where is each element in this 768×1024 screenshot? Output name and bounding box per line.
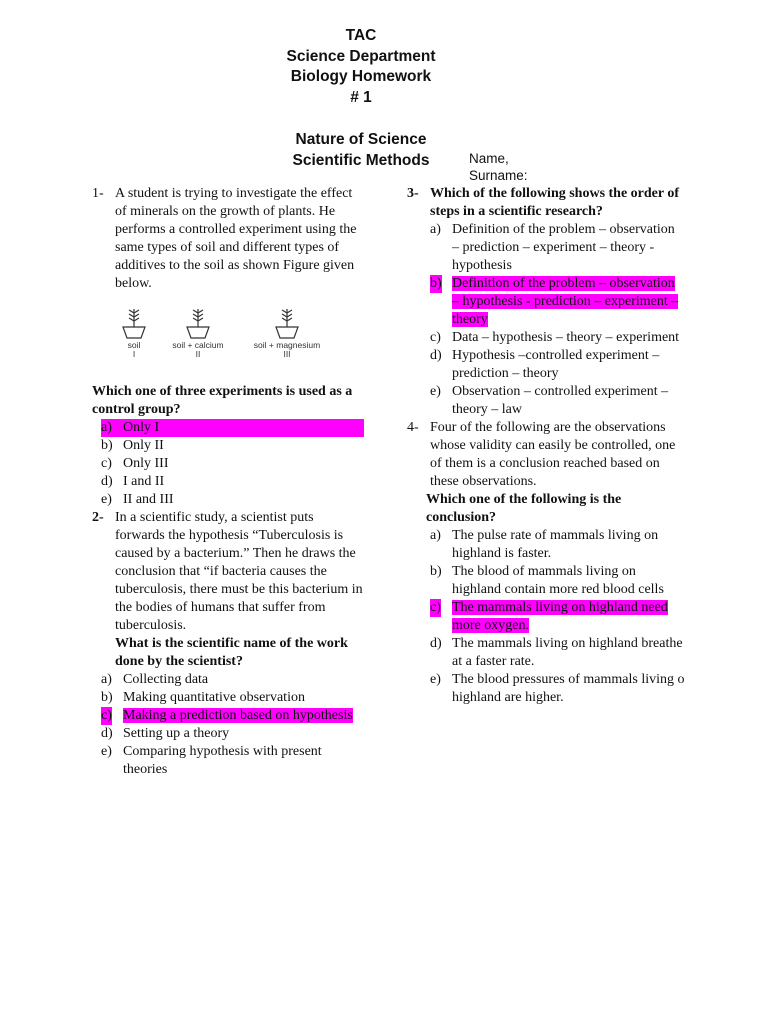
answer-option xyxy=(430,527,685,563)
question-3 xyxy=(407,185,685,221)
option-text: The pulse rate of mammals living on highland is faster. xyxy=(452,528,659,561)
answer-option-highlighted xyxy=(101,419,364,437)
answer-option xyxy=(101,743,364,779)
question-text: Four of the following are the observations whose validity can easily be controlled, one of them is a conclusion reached based on these observations. xyxy=(430,420,676,489)
option-letter: c) xyxy=(101,456,112,471)
option-text: Data – hypothesis – theory – experiment xyxy=(452,330,680,345)
answer-option xyxy=(430,383,685,419)
name-label: Name, xyxy=(469,151,509,166)
subtopic-title: Scientific Methods xyxy=(292,151,430,169)
answer-option xyxy=(430,563,685,599)
left-column xyxy=(92,185,364,779)
option-letter: e) xyxy=(101,492,112,507)
option-text: I and II xyxy=(123,474,165,489)
option-text: The blood of mammals living on highland contain more red blood cells xyxy=(452,564,664,597)
plant-pot-icon xyxy=(181,305,215,339)
pot-soil-calcium xyxy=(162,305,234,359)
option-letter: d) xyxy=(430,636,442,651)
option-text: Collecting data xyxy=(123,672,209,687)
answer-option xyxy=(101,473,364,491)
right-column xyxy=(407,185,685,707)
option-letter: b) xyxy=(101,438,113,453)
pot-number: I xyxy=(132,349,136,359)
option-text: Only I xyxy=(123,420,160,435)
question-text: Which of the following shows the order of steps in a scientific research? xyxy=(430,186,680,219)
option-letter: e) xyxy=(430,384,441,399)
answer-option-highlighted xyxy=(430,275,685,329)
option-letter: e) xyxy=(430,672,441,687)
answer-option xyxy=(430,635,685,671)
answer-option xyxy=(430,329,685,347)
answer-option-highlighted xyxy=(430,599,685,635)
option-letter: d) xyxy=(101,726,113,741)
question-number: 4- xyxy=(407,420,419,435)
topic-title: Nature of Science xyxy=(295,131,427,148)
option-text: Making quantitative observation xyxy=(123,690,305,705)
topic-block xyxy=(0,130,722,171)
pot-label: soil + calcium xyxy=(172,340,224,350)
header-block xyxy=(0,26,722,108)
option-text: Setting up a theory xyxy=(123,726,230,741)
pot-label: soil xyxy=(127,340,141,350)
pot-number: III xyxy=(283,349,291,359)
option-text: Only II xyxy=(123,438,164,453)
question-stem: Which one of three experiments is used as a control group? xyxy=(92,384,353,417)
option-letter: a) xyxy=(430,222,441,237)
option-text: Definition of the problem – observation – hypothesis - prediction – experiment – theory xyxy=(452,276,679,327)
pot-soil xyxy=(110,305,158,359)
option-text: Hypothesis –controlled experiment – prediction – theory xyxy=(452,348,660,381)
question-number: 2- xyxy=(92,510,104,525)
option-text: The mammals living on highland need more oxygen. xyxy=(452,600,668,633)
answer-option-highlighted xyxy=(101,707,364,725)
option-text: Comparing hypothesis with present theories xyxy=(123,744,322,777)
answer-option xyxy=(101,455,364,473)
plant-pot-icon xyxy=(270,305,304,339)
option-letter: b) xyxy=(430,276,442,291)
option-letter: a) xyxy=(430,528,441,543)
answer-option xyxy=(101,671,364,689)
option-letter: c) xyxy=(430,600,441,615)
name-field xyxy=(469,150,528,184)
option-letter: b) xyxy=(101,690,113,705)
question-stem: What is the scientific name of the work done by the scientist? xyxy=(115,636,348,669)
experiment-figure xyxy=(102,305,364,365)
question-4 xyxy=(407,419,685,491)
pot-label: soil + magnesium xyxy=(253,340,321,350)
option-letter: d) xyxy=(430,348,442,363)
option-text: The mammals living on highland breathe at a faster rate. xyxy=(452,636,683,669)
answer-option xyxy=(101,437,364,455)
pot-soil-magnesium xyxy=(242,305,332,359)
option-text: Definition of the problem – observation – prediction – experiment – theory - hypothesis xyxy=(452,222,675,273)
answer-option xyxy=(430,347,685,383)
option-text: The blood pressures of mammals living o highland are higher. xyxy=(452,672,685,705)
option-letter: c) xyxy=(101,708,112,723)
option-letter: e) xyxy=(101,744,112,759)
option-letter: d) xyxy=(101,474,113,489)
answer-option xyxy=(101,725,364,743)
option-letter: c) xyxy=(430,330,441,345)
homework-title: Biology Homework xyxy=(290,68,432,85)
option-text: Making a prediction based on hypothesis xyxy=(123,708,353,723)
answer-option xyxy=(430,671,685,707)
answer-option xyxy=(430,221,685,275)
option-text: Only III xyxy=(123,456,169,471)
question-2 xyxy=(92,509,364,671)
answer-option xyxy=(101,491,364,509)
question-number: 1- xyxy=(92,186,104,201)
option-letter: b) xyxy=(430,564,442,579)
school-title: TAC xyxy=(345,27,377,44)
question-text: A student is trying to investigate the effect of minerals on the growth of plants. He performs a controlled experiment using the same types of soil and different types of additives to the soil as shown Figure given below. xyxy=(115,186,357,291)
department-title: Science Department xyxy=(286,47,436,65)
plant-pot-icon xyxy=(117,305,151,339)
answer-option xyxy=(101,689,364,707)
option-text: Observation – controlled experiment – theory – law xyxy=(452,384,669,417)
pot-number: II xyxy=(195,349,201,359)
option-letter: a) xyxy=(101,420,112,435)
question-number: 3- xyxy=(407,186,419,201)
question-1 xyxy=(92,185,364,293)
homework-number: # 1 xyxy=(350,88,372,106)
surname-label: Surname: xyxy=(469,168,528,183)
option-text: II and III xyxy=(123,492,174,507)
option-letter: a) xyxy=(101,672,112,687)
question-text: In a scientific study, a scientist puts forwards the hypothesis “Tuberculosis is caused by a bacterium.” Then he draws the conclusion that “if bacteria causes the tuberculosis, there must be this bacterium in the bodies of humans that suffer from tuberculosis. xyxy=(115,510,363,633)
question-stem: Which one of the following is the conclusion? xyxy=(426,492,622,525)
